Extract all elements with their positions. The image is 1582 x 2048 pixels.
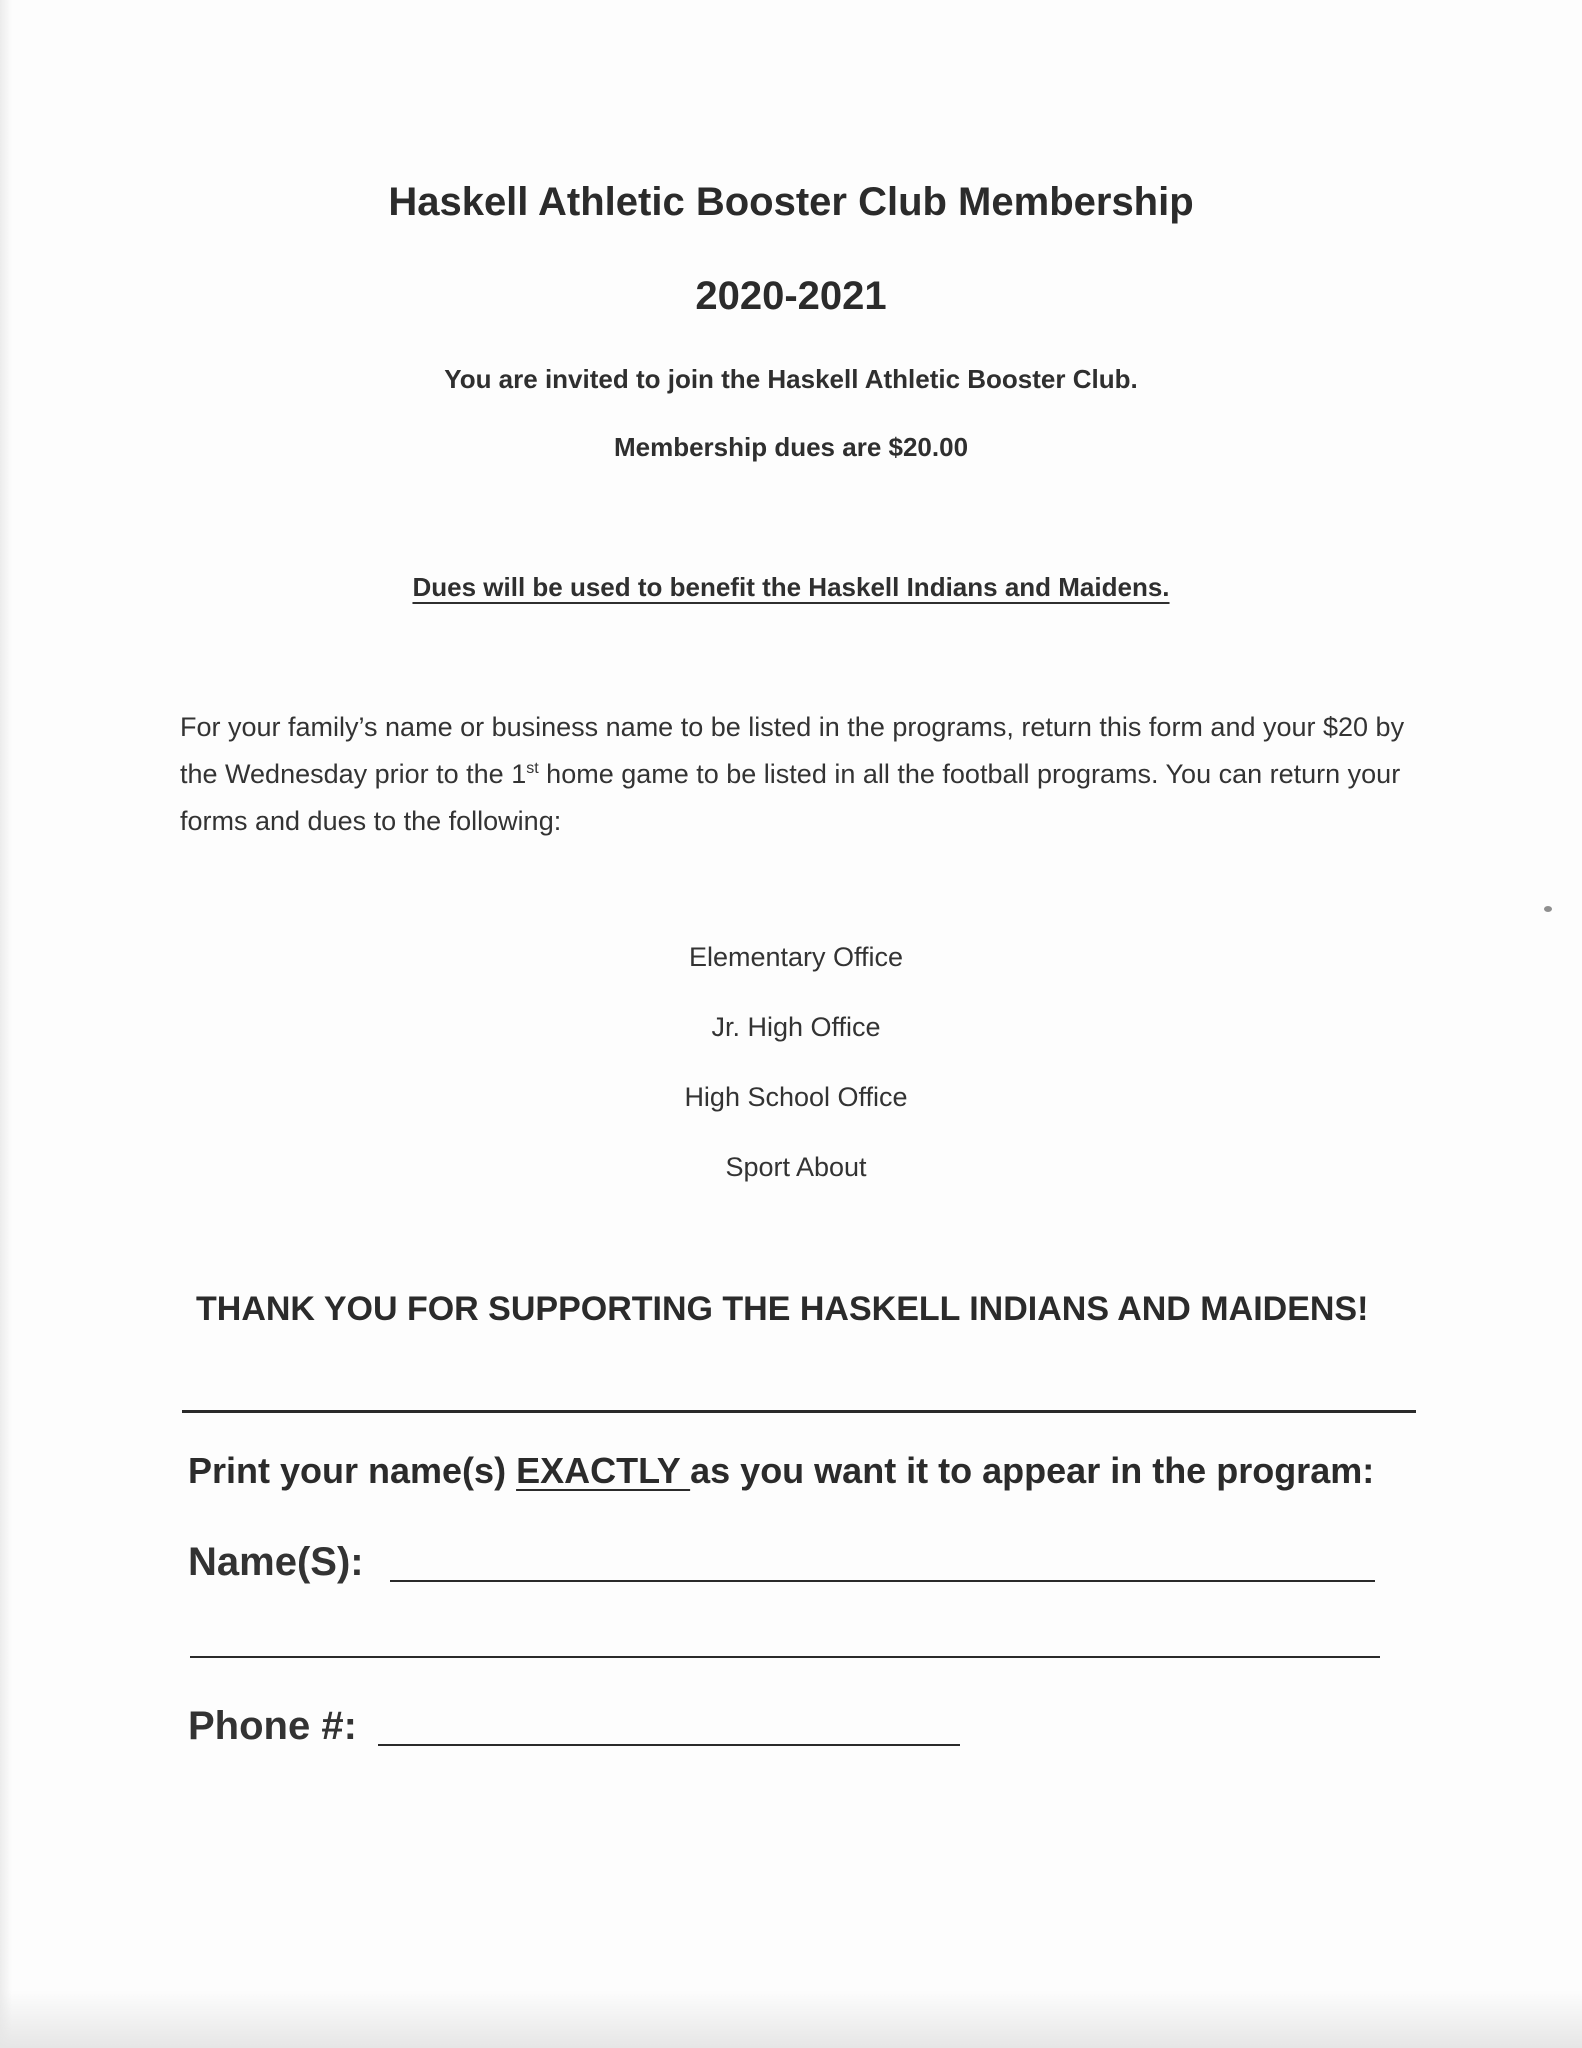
scan-speck bbox=[1544, 906, 1552, 912]
benefit-underlined: Dues will be used to benefit the Haskell Indians and Maidens. bbox=[412, 572, 1170, 602]
print-prompt-before: Print your name(s) bbox=[188, 1450, 517, 1491]
location-item: High School Office bbox=[684, 1082, 908, 1112]
name-blank-line-1[interactable] bbox=[390, 1580, 1375, 1582]
instructions-paragraph bbox=[180, 704, 1420, 845]
invite-text: You are invited to join the Haskell Athletic Booster Club. bbox=[444, 364, 1138, 394]
phone-field-label: Phone #: bbox=[188, 1704, 357, 1748]
print-prompt-emphasis: EXACTLY bbox=[516, 1450, 691, 1491]
name-blank-line-2[interactable] bbox=[190, 1656, 1380, 1658]
location-item: Jr. High Office bbox=[711, 1012, 881, 1042]
return-locations-list bbox=[0, 937, 1582, 1217]
scan-shadow-bottom bbox=[0, 1990, 1582, 2048]
name-field-label: Name(S): bbox=[188, 1540, 364, 1584]
benefit-text bbox=[0, 572, 1582, 603]
instructions-part2: home game to be listed in all the football programs. You can return your forms and dues to the following: bbox=[180, 759, 1401, 836]
instructions-superscript: st bbox=[526, 760, 539, 777]
thank-you-banner: THANK YOU FOR SUPPORTING THE HASKELL INDIANS AND MAIDENS! bbox=[196, 1290, 1369, 1328]
location-item: Sport About bbox=[725, 1152, 867, 1182]
instructions-part1: For your family’s name or business name to be listed in the programs, return this form and your $20 by the Wednesday prior to the 1 bbox=[180, 712, 1405, 789]
print-prompt-after: as you want it to appear in the program: bbox=[690, 1450, 1375, 1491]
phone-blank-line[interactable] bbox=[378, 1744, 960, 1746]
print-instructions bbox=[188, 1450, 1374, 1492]
form-year: 2020-2021 bbox=[695, 274, 887, 318]
location-item: Elementary Office bbox=[688, 942, 904, 972]
section-divider bbox=[182, 1410, 1416, 1413]
dues-text: Membership dues are $20.00 bbox=[613, 432, 969, 462]
form-title: Haskell Athletic Booster Club Membership bbox=[388, 180, 1194, 224]
